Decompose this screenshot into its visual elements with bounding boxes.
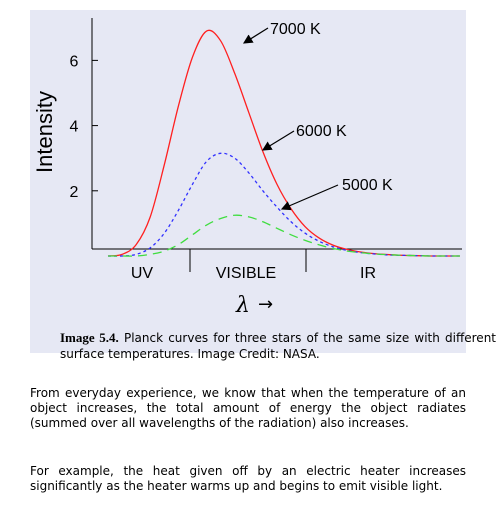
- series-line-6000k: [108, 153, 460, 256]
- series-arrow-7000k: [244, 28, 268, 43]
- caption-text: Planck curves for three stars of the same size with different surface temperatures. Image Credit: NASA.: [60, 331, 496, 361]
- x-axis-lambda-symbol: λ: [236, 293, 250, 318]
- figure-caption: [60, 330, 496, 363]
- band-label-uv: UV: [130, 265, 154, 282]
- series-arrow-5000k: [282, 185, 338, 209]
- body-paragraph-1: From everyday experience, we know that when the temperature of an object increases, the total amount of energy the object radiates (summed over all wavelengths of the radiation) also increases.: [30, 386, 466, 430]
- planck-chart: [30, 10, 466, 320]
- y-tick-label: 4: [69, 118, 79, 136]
- y-axis-title: Intensity: [32, 91, 57, 173]
- series-arrow-6000k: [263, 131, 294, 150]
- series-label-5000k: 5000 K: [342, 177, 393, 194]
- y-tick-label: 2: [69, 183, 79, 201]
- band-label-visible: VISIBLE: [215, 265, 277, 282]
- series-line-7000k: [108, 30, 460, 256]
- series-line-5000k: [108, 215, 460, 256]
- series-label-6000k: 6000 K: [296, 123, 347, 140]
- y-tick-label: 6: [69, 53, 79, 71]
- y-ticks: [70, 53, 98, 200]
- body-paragraph-2: For example, the heat given off by an electric heater increases significantly as the heater warms up and begins to emit visible light.: [30, 464, 466, 493]
- x-axis-lambda-arrow: →: [258, 294, 274, 315]
- band-label-ir: IR: [360, 265, 376, 282]
- series-label-7000k: 7000 K: [270, 21, 321, 38]
- curves: [108, 30, 460, 256]
- caption-title: Image 5.4.: [60, 330, 119, 345]
- figure-panel: [30, 10, 496, 361]
